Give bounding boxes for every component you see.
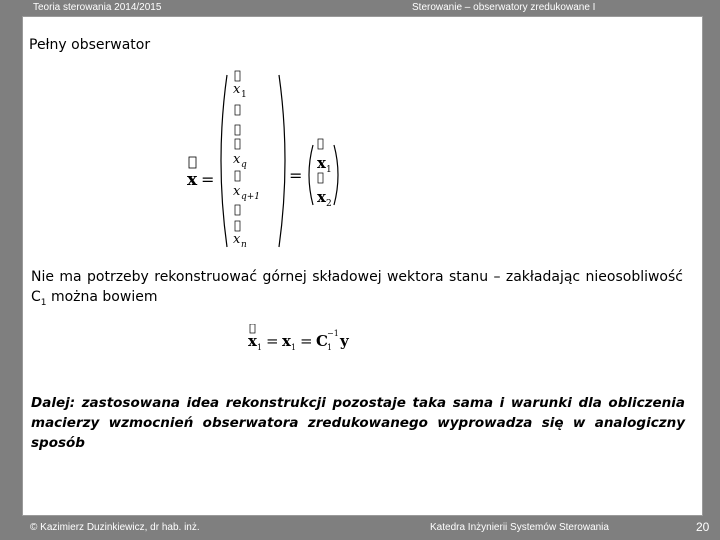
slide-title: Pełny obserwator: [29, 37, 151, 53]
svg-text:1: 1: [326, 165, 332, 175]
svg-text:1: 1: [241, 90, 247, 100]
svg-text:1: 1: [327, 343, 333, 352]
slide-content: [22, 16, 703, 516]
course-title: Teoria sterowania 2014/2015: [33, 2, 162, 13]
conclusion-line-1: Dalej: zastosowana idea rekonstrukcji pozostaje taka sama i warunki dla obliczenia: [31, 395, 685, 411]
paragraph-conclusion: [31, 393, 685, 453]
reconstruction-equation: [248, 324, 358, 354]
left-paren: [221, 75, 227, 247]
svg-text:=: =: [289, 166, 303, 185]
paragraph-nonsingularity: Nie ma potrzeby rekonstruować górnej składowej wektora stanu – zakładając nieosobliwość $C_1$ można bowiem: [31, 269, 683, 308]
conclusion-line-2: macierzy wzmocnień obserwatora zredukowanego wyprowadza się w analogiczny: [31, 415, 685, 431]
svg-text:−1: −1: [327, 329, 339, 338]
svg-text:=: =: [300, 332, 313, 350]
header-bar: [0, 0, 720, 14]
svg-text:x: x: [233, 184, 241, 199]
svg-text:C: C: [316, 332, 328, 350]
author-credit: © Kazimierz Duzinkiewicz, dr hab. inż.: [30, 522, 200, 533]
footer-bar: [0, 516, 720, 540]
svg-text:x: x: [233, 82, 241, 97]
svg-text:x: x: [248, 332, 257, 350]
svg-text:x: x: [233, 152, 241, 167]
right-paren: [279, 75, 285, 247]
svg-text:=: =: [201, 170, 215, 189]
svg-text:x: x: [317, 188, 326, 206]
svg-text:x: x: [233, 232, 241, 247]
svg-text:1: 1: [291, 343, 297, 352]
section-title: Sterowanie – obserwatory zredukowane I: [412, 2, 596, 13]
svg-text:2: 2: [326, 199, 332, 209]
conclusion-line-3: sposób: [31, 435, 85, 451]
svg-text:q: q: [241, 160, 247, 170]
svg-text:=: =: [266, 332, 279, 350]
svg-text:1: 1: [257, 343, 263, 352]
placeholder-glyph: [189, 157, 196, 168]
full-observer-equation: [183, 65, 343, 255]
page-number: 20: [696, 520, 710, 534]
lhs-x-symbol: x: [187, 170, 198, 190]
svg-text:n: n: [241, 240, 247, 250]
department-name: Katedra Inżynierii Systemów Sterowania: [430, 522, 609, 533]
svg-text:x: x: [282, 332, 291, 350]
svg-text:x: x: [317, 154, 326, 172]
svg-text:y: y: [340, 332, 349, 350]
svg-text:q+1: q+1: [241, 192, 261, 202]
